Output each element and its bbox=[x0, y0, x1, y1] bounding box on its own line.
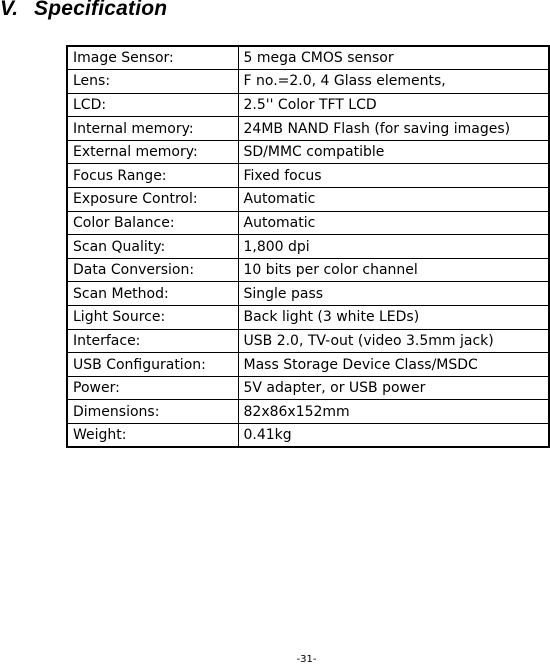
table-row bbox=[67, 93, 549, 117]
spec-label: Focus Range: bbox=[67, 164, 238, 188]
spec-value: 5V adapter, or USB power bbox=[238, 376, 549, 400]
spec-label: Scan Method: bbox=[67, 282, 238, 306]
spec-label: Internal memory: bbox=[67, 117, 238, 141]
table-row bbox=[67, 400, 549, 424]
spec-label: Dimensions: bbox=[67, 400, 238, 424]
spec-label: Interface: bbox=[67, 329, 238, 353]
spec-label: Image Sensor: bbox=[67, 46, 238, 70]
spec-label: Power: bbox=[67, 376, 238, 400]
page-number: -31- bbox=[296, 654, 317, 665]
spec-value: Fixed focus bbox=[238, 164, 549, 188]
spec-value: Automatic bbox=[238, 188, 549, 212]
section-number: V. bbox=[0, 0, 19, 20]
specification-table bbox=[66, 45, 550, 448]
table-row bbox=[67, 329, 549, 353]
spec-label: Scan Quality: bbox=[67, 235, 238, 259]
spec-value: SD/MMC compatible bbox=[238, 140, 549, 164]
spec-value: 0.41kg bbox=[238, 424, 549, 448]
spec-label: Data Conversion: bbox=[67, 258, 238, 282]
spec-label: Color Balance: bbox=[67, 211, 238, 235]
table-row bbox=[67, 140, 549, 164]
spec-label: Light Source: bbox=[67, 306, 238, 330]
table-row bbox=[67, 164, 549, 188]
spec-label: External memory: bbox=[67, 140, 238, 164]
spec-value: Mass Storage Device Class/MSDC bbox=[238, 353, 549, 377]
spec-value: Back light (3 white LEDs) bbox=[238, 306, 549, 330]
spec-value: 82x86x152mm bbox=[238, 400, 549, 424]
spec-label: LCD: bbox=[67, 93, 238, 117]
spec-label: Weight: bbox=[67, 424, 238, 448]
table-row bbox=[67, 70, 549, 94]
table-row bbox=[67, 424, 549, 448]
spec-value: 24MB NAND Flash (for saving images) bbox=[238, 117, 549, 141]
table-row bbox=[67, 211, 549, 235]
spec-value: 10 bits per color channel bbox=[238, 258, 549, 282]
table-row bbox=[67, 353, 549, 377]
spec-value: Automatic bbox=[238, 211, 549, 235]
spec-value: F no.=2.0, 4 Glass elements, bbox=[238, 70, 549, 94]
spec-value: 1,800 dpi bbox=[238, 235, 549, 259]
section-title: Specification bbox=[34, 0, 168, 20]
section-heading bbox=[0, 0, 167, 21]
table-row bbox=[67, 258, 549, 282]
table-row bbox=[67, 235, 549, 259]
table-row bbox=[67, 188, 549, 212]
table-row bbox=[67, 117, 549, 141]
spec-label: USB Configuration: bbox=[67, 353, 238, 377]
spec-value: Single pass bbox=[238, 282, 549, 306]
table-row bbox=[67, 46, 549, 70]
spec-value: USB 2.0, TV-out (video 3.5mm jack) bbox=[238, 329, 549, 353]
spec-value: 2.5'' Color TFT LCD bbox=[238, 93, 549, 117]
spec-label: Exposure Control: bbox=[67, 188, 238, 212]
table-row bbox=[67, 306, 549, 330]
table-row bbox=[67, 376, 549, 400]
spec-value: 5 mega CMOS sensor bbox=[238, 46, 549, 70]
spec-label: Lens: bbox=[67, 70, 238, 94]
table-row bbox=[67, 282, 549, 306]
